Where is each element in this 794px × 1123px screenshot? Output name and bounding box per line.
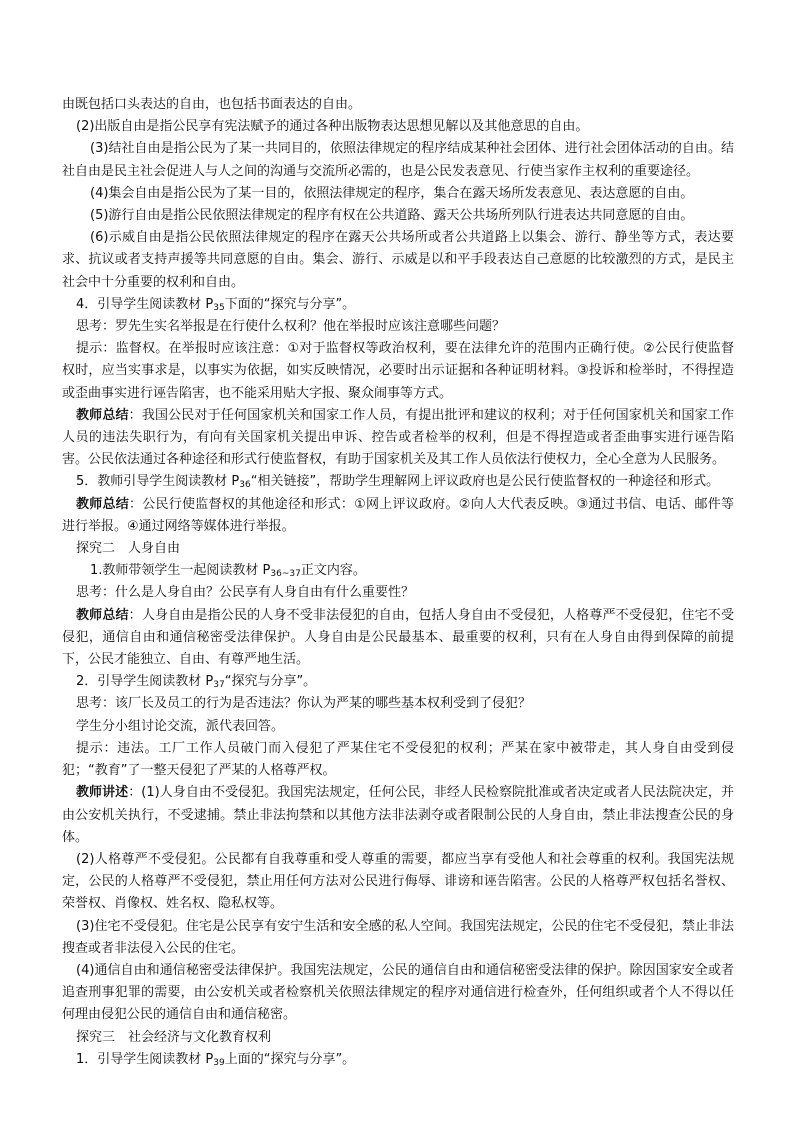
paragraph-text: 提示：违法。工厂工作人员破门而入侵犯了严某住宅不受侵犯的权利；严某在家中被带走，其人身自由受到侵犯；“教育”了一整天侵犯了严某的人格尊严权。 bbox=[62, 740, 734, 779]
paragraph bbox=[62, 960, 734, 1027]
paragraph bbox=[62, 916, 734, 960]
paragraph-text: ：我国公民对于任何国家机关和国家工作人员，有提出批评和建议的权利；对于任何国家机关和国家工作人员的违法失职行为，有向有关国家机关提出申诉、控告或者检举的权利，但是不得捏造或者歪曲事实进行诬告陷害。公民依法通过各种途径和形式行使监督权，有助于国家机关及其工作人员依法行使权力，全心全意为人民服务。 bbox=[62, 407, 734, 468]
paragraph bbox=[62, 693, 734, 715]
paragraph bbox=[62, 227, 734, 294]
paragraph-text: 2．引导学生阅读教材 P bbox=[76, 674, 214, 690]
paragraph bbox=[62, 605, 734, 672]
paragraph-text: 1.教师带领学生一起阅读教材 P bbox=[90, 563, 271, 579]
paragraph bbox=[62, 471, 734, 493]
paragraph-text: 5．教师引导学生阅读教材 P bbox=[76, 474, 240, 490]
paragraph-text: 探究二 人身自由 bbox=[76, 541, 181, 557]
paragraph bbox=[62, 338, 734, 405]
paragraph bbox=[62, 1027, 734, 1049]
paragraph-text: ：人身自由是指公民的人身不受非法侵犯的自由，包括人身自由不受侵犯，人格尊严不受侵犯，住宅不受侵犯，通信自由和通信秘密受法律保护。人身自由是公民最基本、最重要的权利，只有在人身自由得到保障的前提下，公民才能独立、自由、有尊严地生活。 bbox=[62, 607, 734, 668]
paragraph-text: “相关链接”，帮助学生理解网上评议政府也是公民行使监督权的一种途径和形式。 bbox=[250, 474, 720, 490]
paragraph bbox=[62, 494, 734, 538]
paragraph bbox=[62, 560, 734, 582]
paragraph bbox=[62, 294, 734, 316]
paragraph-text: 下面的“探究与分享”。 bbox=[224, 296, 356, 312]
paragraph bbox=[62, 205, 734, 227]
page-ref-subscript: 36~37 bbox=[270, 569, 301, 580]
page-ref-subscript: 36 bbox=[239, 480, 251, 491]
paragraph-text: (5)游行自由是指公民依照法律规定的程序有权在公共道路、露天公共场所列队行进表达共同意愿的自由。 bbox=[90, 208, 694, 224]
paragraph-text: ：(1)人身自由不受侵犯。我国宪法规定，任何公民，非经人民检察院批准或者决定或者人民法院决定，并由公安机关执行，不受逮捕。禁止非法拘禁和以其他方法非法剥夺或者限制公民的人身自由，禁止非法搜查公民的身体。 bbox=[62, 785, 734, 845]
paragraph bbox=[62, 316, 734, 338]
paragraph-text: (2)人格尊严不受侵犯。公民都有自我尊重和受人尊重的需要，都应当享有受他人和社会尊重的权利。我国宪法规定，公民的人格尊严不受侵犯，禁止用任何方法对公民进行侮辱、诽谤和诬告陷害。公民的人格尊严权包括名誉权、荣誉权、肖像权、姓名权、隐私权等。 bbox=[62, 851, 734, 912]
paragraph-text: 探究三 社会经济与文化教育权利 bbox=[76, 1029, 272, 1045]
paragraph-text: 提示：监督权。在举报时应该注意：①对于监督权等政治权利，要在法律允许的范围内正确行使。②公民行使监督权时，应当实事求是，以事实为依据，如实反映情况，必要时出示证据和各种证明材料。③投诉和检举时，不得捏造或歪曲事实进行诬告陷害，也不能采用贴大字报、聚众闹事等方式。 bbox=[62, 341, 734, 401]
paragraph bbox=[62, 849, 734, 916]
paragraph-text: 教师总结 bbox=[76, 496, 129, 512]
paragraph-text: 上面的“探究与分享”。 bbox=[224, 1051, 356, 1067]
paragraph bbox=[62, 782, 734, 849]
page-ref-subscript: 37 bbox=[213, 680, 225, 691]
paragraph-text: (3)住宅不受侵犯。住宅是公民享有安宁生活和安全感的私人空间。我国宪法规定，公民的住宅不受侵犯，禁止非法搜查或者非法侵入公民的住宅。 bbox=[62, 918, 734, 956]
paragraph-text: 教师讲述 bbox=[76, 785, 129, 801]
paragraph bbox=[62, 1049, 734, 1071]
paragraph bbox=[62, 538, 734, 560]
paragraph bbox=[62, 582, 734, 604]
paragraph-text: 由既包括口头表达的自由，也包括书面表达的自由。 bbox=[62, 97, 362, 112]
document-body bbox=[62, 94, 734, 1071]
paragraph bbox=[62, 738, 734, 782]
paragraph-text: 思考：什么是人身自由？公民享有人身自由有什么重要性？ bbox=[76, 585, 415, 601]
paragraph-text: 思考：罗先生实名举报是在行使什么权利？他在举报时应该注意哪些问题？ bbox=[76, 319, 506, 335]
paragraph-text: 教师总结 bbox=[76, 607, 129, 623]
paragraph-text: (2)出版自由是指公民享有宪法赋予的通过各种出版物表达思想见解以及其他意思的自由。 bbox=[76, 119, 589, 135]
paragraph-text: (4)集会自由是指公民为了某一目的，依照法律规定的程序，集合在露天场所发表意见、表达意愿的自由。 bbox=[90, 185, 694, 201]
paragraph bbox=[62, 671, 734, 693]
paragraph-text: “探究与分享”。 bbox=[224, 674, 317, 690]
paragraph-text: (3)结社自由是指公民为了某一共同目的，依照法律规定的程序结成某种社会团体、进行社会团体活动的自由。结社自由是民主社会促进人与人之间的沟通与交流所必需的，也是公民发表意见、行使当家作主权利的重要途径。 bbox=[62, 141, 734, 179]
paragraph-text: 正文内容。 bbox=[300, 563, 366, 579]
page-ref-subscript: 39 bbox=[213, 1057, 225, 1068]
page-ref-subscript: 35 bbox=[213, 302, 225, 313]
paragraph bbox=[62, 138, 734, 182]
paragraph bbox=[62, 183, 734, 205]
paragraph-text: 学生分小组讨论交流，派代表回答。 bbox=[76, 718, 285, 734]
paragraph-text: ：公民行使监督权的其他途径和形式：①网上评议政府。②向人大代表反映。③通过书信、电话、邮件等进行举报。④通过网络等媒体进行举报。 bbox=[62, 496, 734, 534]
paragraph-text: 教师总结 bbox=[76, 407, 129, 423]
paragraph-text: (4)通信自由和通信秘密受法律保护。我国宪法规定，公民的通信自由和通信秘密受法律的保护。除因国家安全或者追查刑事犯罪的需要，由公安机关或者检察机关依照法律规定的程序对通信进行检查外，任何组织或者个人不得以任何理由侵犯公民的通信自由和通信秘密。 bbox=[62, 962, 734, 1023]
paragraph-text: 4．引导学生阅读教材 P bbox=[76, 296, 214, 312]
paragraph-text: 思考：该厂长及员工的行为是否违法？你认为严某的哪些基本权利受到了侵犯？ bbox=[76, 696, 532, 712]
paragraph-text: (6)示威自由是指公民依照法律规定的程序在露天公共场所或者公共道路上以集会、游行、静坐等方式，表达要求、抗议或者支持声援等共同意愿的自由。集会、游行、示威是以和平手段表达自己意愿的比较激烈的方式，是民主社会中十分重要的权利和自由。 bbox=[62, 230, 734, 290]
paragraph bbox=[62, 716, 734, 738]
paragraph bbox=[62, 116, 734, 138]
paragraph-text: 1．引导学生阅读教材 P bbox=[76, 1051, 214, 1067]
paragraph bbox=[62, 94, 734, 116]
paragraph bbox=[62, 405, 734, 472]
